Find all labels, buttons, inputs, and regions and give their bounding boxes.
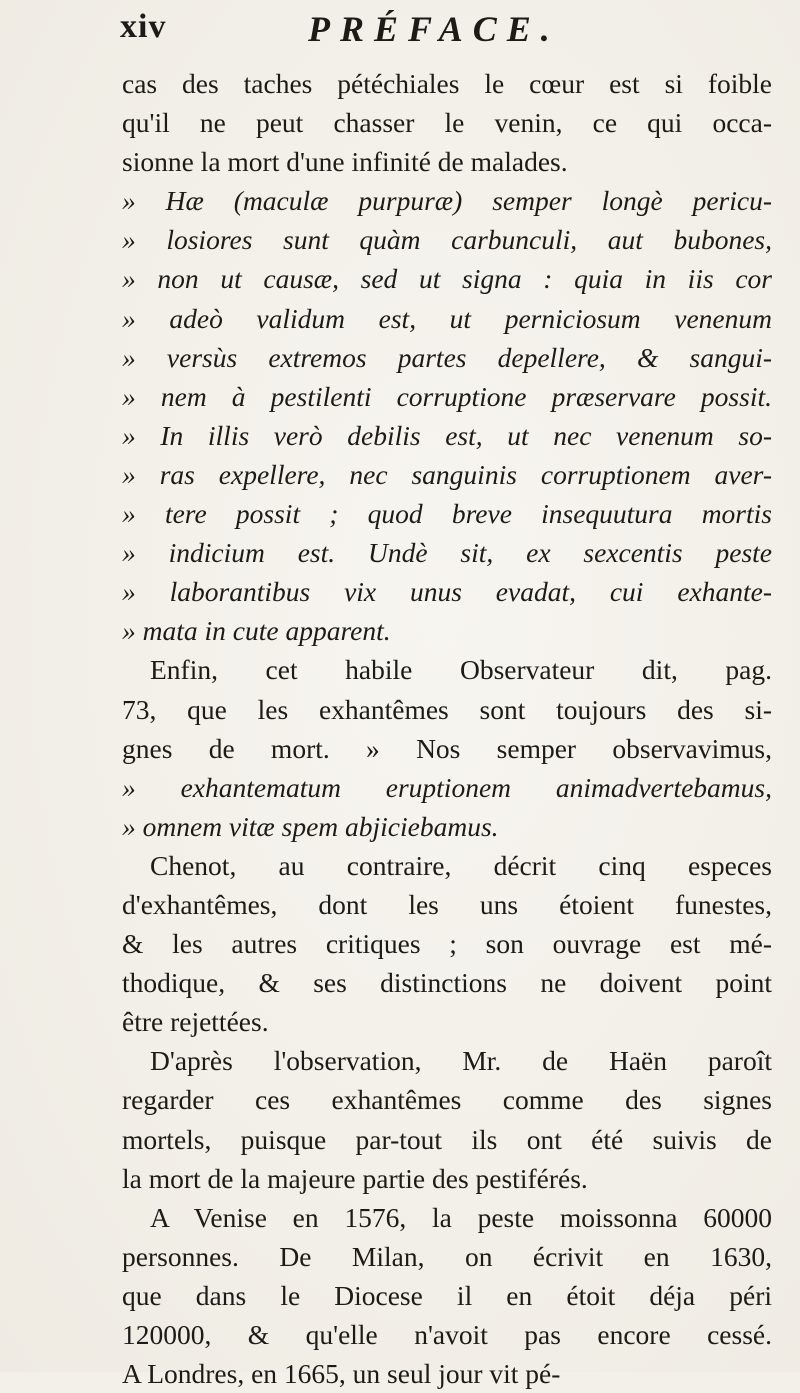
text-line: » adeò validum est, ut perniciosum venenum (122, 302, 772, 334)
text-line: sionne la mort d'une infinité de malades. (122, 146, 568, 178)
text-line: être rejettées. (122, 1006, 269, 1038)
text-line: A Londres, en 1665, un seul jour vit pé- (122, 1358, 561, 1390)
text-line: d'exhantêmes, dont les uns étoient funestes, (122, 888, 772, 920)
text-line: la mort de la majeure partie des pestiférés. (122, 1162, 588, 1194)
text-line: 120000, & qu'elle n'avoit pas encore cessé. (122, 1319, 772, 1350)
text-line: » tere possit ; quod breve insequutura mortis (122, 498, 772, 530)
text-line: » losiores sunt quàm carbunculi, aut bubones, (122, 224, 772, 256)
text-line: » nem à pestilenti corruptione præservare possit. (122, 380, 772, 412)
text-line: » omnem vitæ spem abjiciebamus. (122, 810, 499, 842)
text-line: » mata in cute apparent. (122, 615, 391, 647)
text-line: thodique, & ses distinctions ne doivent point (122, 967, 772, 999)
text-line: qu'il ne peut chasser le venin, ce qui occa- (122, 107, 772, 139)
text-line: cas des taches pétéchiales le cœur est si foible (122, 68, 772, 99)
text-line: personnes. De Milan, on écrivit en 1630, (122, 1240, 772, 1272)
text-line: mortels, puisque par-tout ils ont été suivis de (122, 1123, 772, 1155)
text-line: & les autres critiques ; son ouvrage est mé- (122, 928, 772, 960)
text-line: » Hæ (maculæ purpuræ) semper longè pericu- (122, 185, 772, 217)
body-text (122, 64, 772, 1393)
text-line: que dans le Diocese il en étoit déja péri (122, 1279, 772, 1311)
page-number: xiv (120, 8, 167, 45)
text-line: » ras expellere, nec sanguinis corruptionem aver- (122, 458, 772, 490)
text-line: » versùs extremos partes depellere, & sangui- (122, 341, 772, 373)
text-line: Enfin, cet habile Observateur dit, pag. (150, 654, 772, 686)
text-line: » exhantematum eruptionem animadvertebamus, (122, 771, 772, 803)
text-line: 73, que les exhantêmes sont toujours des si- (122, 693, 772, 725)
page-header (120, 8, 740, 64)
text-line: D'après l'observation, Mr. de Haën paroît (150, 1045, 772, 1077)
text-line: gnes de mort. » Nos semper observavimus, (122, 732, 772, 764)
text-line: A Venise en 1576, la peste moissonna 60000 (150, 1201, 772, 1233)
text-line: » non ut causæ, sed ut signa : quia in iis cor (122, 263, 772, 295)
running-head: PRÉFACE. (308, 9, 560, 49)
text-line: » laborantibus vix unus evadat, cui exhante- (122, 576, 772, 608)
text-line: Chenot, au contraire, décrit cinq especes (150, 849, 772, 881)
text-line: » In illis verò debilis est, ut nec venenum so- (122, 419, 772, 451)
text-line: » indicium est. Undè sit, ex sexcentis peste (122, 537, 772, 569)
text-line: regarder ces exhantêmes comme des signes (122, 1084, 772, 1116)
